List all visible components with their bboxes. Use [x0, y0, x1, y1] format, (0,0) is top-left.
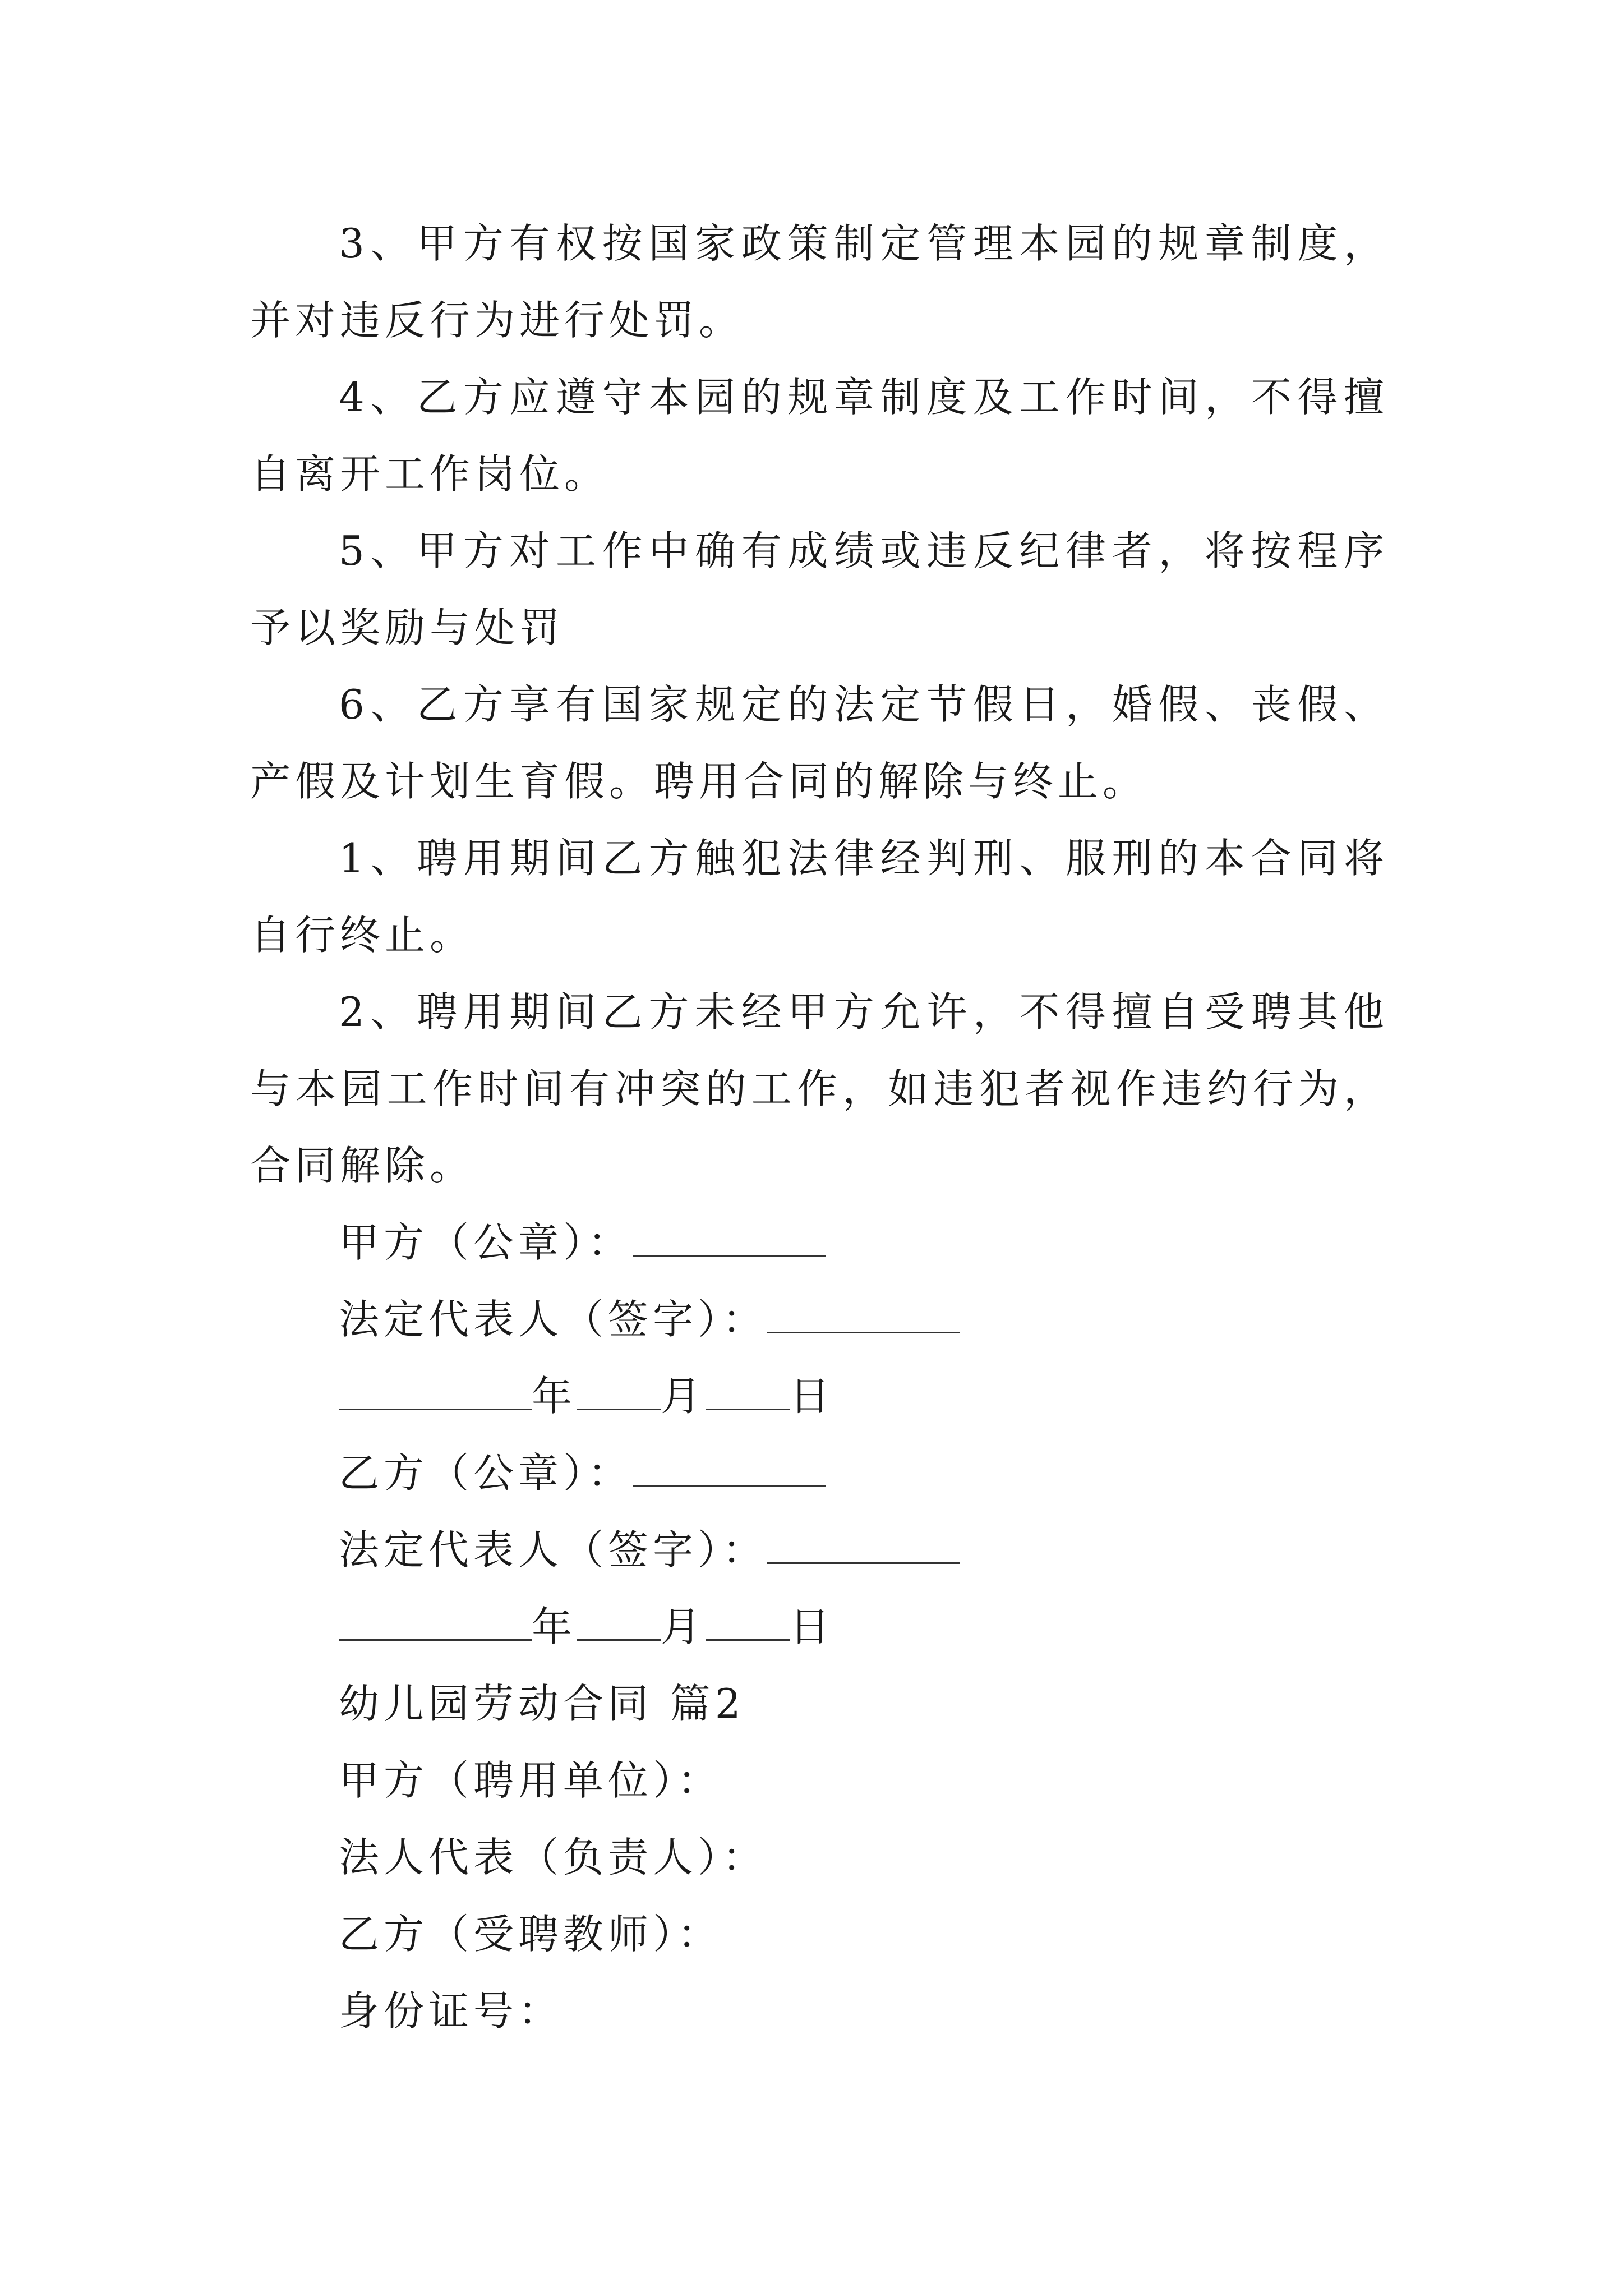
- contract-2-title: 幼儿园劳动合同 篇2: [339, 1680, 745, 1727]
- party-b-date-line: [250, 1589, 1389, 1665]
- party-a-day-blank: [706, 1375, 790, 1410]
- party-b-year-blank: [339, 1605, 532, 1641]
- party-a-year-blank: [339, 1375, 532, 1410]
- party-b-rep-label: 法定代表人（签字）：: [339, 1526, 768, 1573]
- party-a-seal-line: [250, 1204, 1389, 1281]
- party-a-date-line: [250, 1358, 1389, 1435]
- party-b-rep-blank: [767, 1529, 960, 1564]
- day-label: 日: [790, 1373, 835, 1420]
- month-label: 月: [661, 1373, 706, 1420]
- termination-clause-1: 1、聘用期间乙方触犯法律经判刑、服刑的本合同将自行终止。: [250, 835, 1389, 959]
- party-a-rep-blank: [767, 1298, 960, 1333]
- contract-2-id-number: 身份证号：: [339, 1987, 564, 2035]
- clause-4: 4、乙方应遵守本园的规章制度及工作时间，不得擅自离开工作岗位。: [250, 374, 1389, 498]
- document-content: [250, 205, 1389, 2050]
- contract-2-party-a: 甲方（聘用单位）：: [339, 1757, 723, 1804]
- year-label: 年: [532, 1373, 577, 1420]
- contract-2-party-b: 乙方（受聘教师）：: [339, 1911, 723, 1958]
- party-b-day-blank: [706, 1605, 790, 1641]
- termination-clause-2: 2、聘用期间乙方未经甲方允许，不得擅自受聘其他与本园工作时间有冲突的工作，如违犯者视作违约行为，合同解除。: [250, 988, 1389, 1189]
- party-b-seal-label: 乙方（公章）：: [339, 1450, 633, 1497]
- month-label: 月: [661, 1603, 706, 1650]
- clause-6: 6、乙方享有国家规定的法定节假日，婚假、丧假、产假及计划生育假。聘用合同的解除与终止。: [250, 681, 1389, 805]
- year-label: 年: [532, 1603, 577, 1650]
- contract-2-legal-rep: 法人代表（负责人）：: [339, 1834, 768, 1881]
- day-label: 日: [790, 1603, 835, 1650]
- party-b-rep-line: [250, 1512, 1389, 1589]
- party-a-seal-blank: [633, 1221, 826, 1257]
- party-a-seal-label: 甲方（公章）：: [339, 1219, 633, 1266]
- party-a-rep-label: 法定代表人（签字）：: [339, 1296, 768, 1343]
- party-b-seal-blank: [633, 1452, 826, 1487]
- clause-5: 5、甲方对工作中确有成绩或违反纪律者，将按程序予以奖励与处罚: [250, 527, 1389, 651]
- party-b-month-blank: [577, 1605, 661, 1641]
- party-b-seal-line: [250, 1435, 1389, 1512]
- clause-3: 3、甲方有权按国家政策制定管理本园的规章制度，并对违反行为进行处罚。: [250, 220, 1389, 344]
- party-a-rep-line: [250, 1281, 1389, 1358]
- party-a-month-blank: [577, 1375, 661, 1410]
